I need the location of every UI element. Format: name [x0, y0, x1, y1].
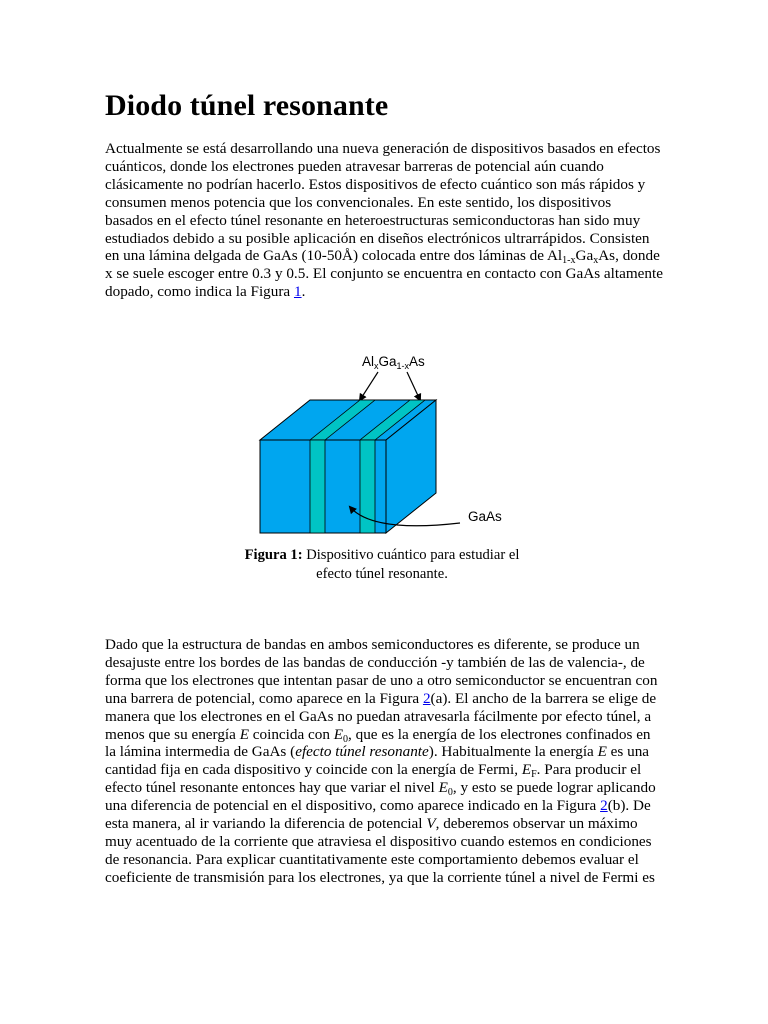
text: ). Habitualmente la energía [428, 743, 598, 761]
device-illustration [240, 345, 540, 550]
italic-term: efecto túnel resonante [295, 743, 429, 761]
figure-1-link[interactable]: 1 [293, 283, 302, 301]
symbol-E0: E [438, 779, 448, 797]
figure-2-link[interactable]: 2 [600, 797, 608, 815]
text: Actualmente se está desarrollando una nueva generación de dispositivos basados en efectos cuánticos, donde los electrones pueden atravesar barreras de potencial aún cuando clásicamente no podrían hacerlo. Estos dispositivos de efecto cuántico son más rápidos y consumen menos potencia que los convencionales. En este sentido, los dispositivos basados en el efecto túnel resonante en heteroestructuras semiconductoras han sido muy estudiados debido a su posible aplicación en diseños electrónicos ultrarrápidos. Consisten en una lámina delgada de GaAs (10-50Å) colocada entre dos láminas de Al [105, 140, 661, 265]
subscript: 0 [447, 787, 453, 799]
text: , que es la energía de los electrones confinados en la lámina intermedia de GaAs ( [105, 725, 651, 761]
caption-text: Dispositivo cuántico para estudiar el efecto túnel resonante. [302, 547, 520, 582]
text: (b). De esta manera, al ir variando la diferencia de potencial [105, 797, 651, 833]
figure-caption [228, 546, 536, 584]
subscript: F [531, 769, 537, 781]
arrow-barrier-left [360, 372, 378, 400]
subscript: 1-x [562, 255, 576, 267]
text: coincida con [248, 725, 334, 743]
text: Dado que la estructura de bandas en ambos semiconductores es diferente, se produce un desajuste entre los bordes de las bandas de conducción -y también de las de valencia-, de forma que los electrones que intentan pasar de uno a otro semiconductor se encuentran con una barrera de potencial, como aparece en la Figura [105, 636, 658, 707]
text: es una cantidad fija en cada dispositivo y coincide con la energía de Fermi, [105, 743, 650, 779]
intro-paragraph [105, 140, 663, 301]
text: , y esto se puede lograr aplicando una diferencia de potencial en el dispositivo, como aparece indicado en la Figura [105, 779, 656, 815]
figure-1-diagram [240, 345, 540, 550]
text: Ga [575, 247, 594, 265]
symbol-E: E [597, 743, 607, 761]
barrier-left-front [310, 440, 325, 533]
text: As, donde x se suele escoger entre 0.3 y 0.5. El conjunto se encuentra en contacto con GaAs altamente dopado, como indica la Figura [105, 247, 663, 301]
text: , deberemos observar un máximo muy acentuado de la corriente que atraviesa el dispositivo cuando estemos en condiciones de resonancia. Para explicar cuantitativamente este comportamiento debemos evaluar el coeficiente de transmisión para los electrones, ya que la corriente túnel a nivel de Fermi es [105, 815, 655, 886]
alga-as-label: $Al_xGa_{1-x}As$ [362, 354, 425, 371]
caption-label: Figura 1: [244, 547, 303, 563]
symbol-V: V [426, 815, 436, 833]
text: . [301, 283, 306, 301]
symbol-E0: E [333, 725, 344, 743]
text: . Para producir el efecto túnel resonante entonces hay que variar el nivel [105, 761, 642, 797]
subscript: 0 [343, 733, 349, 745]
figure-2-link[interactable]: 2 [422, 689, 431, 707]
gaas-label: GaAs [468, 509, 502, 524]
symbol-E: E [239, 725, 249, 743]
arrow-barrier-right [407, 372, 420, 400]
symbol-EF: E [521, 761, 532, 779]
text: (a). El ancho de la barrera se elige de manera que los electrones en el GaAs no puedan atravesarla fácilmente por efecto túnel, a menos que su energía [105, 689, 657, 743]
subscript: x [593, 255, 599, 267]
page-title: Diodo túnel resonante [105, 89, 389, 122]
body-paragraph [105, 636, 663, 887]
